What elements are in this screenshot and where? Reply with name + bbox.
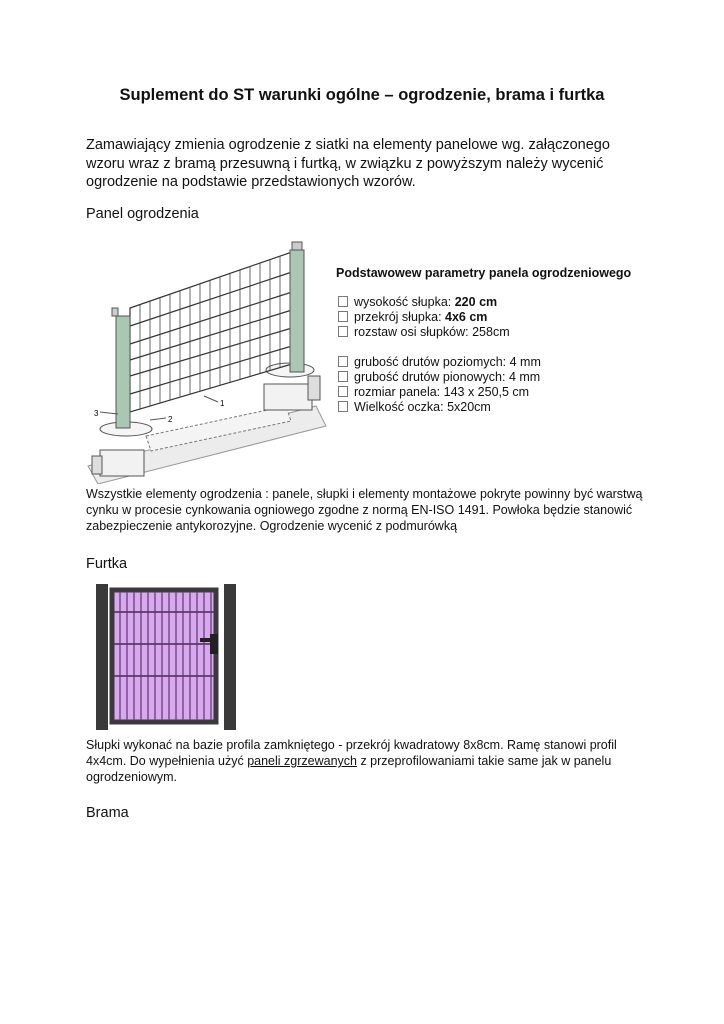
- panel-parameters: [336, 266, 636, 415]
- panel-note: Wszystkie elementy ogrodzenia : panele, słupki i elementy montażowe pokryte powinny być warstwą cynku w procesie cynkowania ogniowego zgodne z normą EN-ISO 1491. Powłoka będzie stanowić zabezpieczenie antykorozyjne. Ogrodzenie wycenić z podmurówką: [86, 487, 643, 533]
- param-item: grubość drutów poziomych: 4 mm: [336, 355, 636, 370]
- fence-panel-illustration: [86, 236, 330, 484]
- bullet-box-icon: [338, 386, 348, 397]
- intro-paragraph: Zamawiający zmienia ogrodzenie z siatki na elementy panelowe wg. załączonego wzoru wraz z bramą przesuwną i furtką, w związku z powyższym należy wycenić ogrodzenie na podstawie przedstawionych wzorów.: [86, 137, 610, 190]
- welded-panels-text: paneli zgrzewanych: [247, 754, 357, 768]
- panel-heading: Panel ogrodzenia: [86, 206, 199, 222]
- bullet-box-icon: [338, 371, 348, 382]
- furtka-note: Słupki wykonać na bazie profila zamkniętego - przekrój kwadratowy 8x8cm. Ramę stanowi profil 4x4cm. Do wypełnienia użyć paneli zgrzewanych z przeprofilowaniami takie same jak w panelu ogrodzeniowym.: [86, 738, 617, 784]
- callout-3: 3: [94, 409, 99, 418]
- callout-2: 2: [168, 415, 173, 424]
- gate-illustration: [92, 582, 240, 732]
- param-item: Wielkość oczka: 5x20cm: [336, 400, 636, 415]
- param-item: rozmiar panela: 143 x 250,5 cm: [336, 385, 636, 400]
- brama-heading: Brama: [86, 805, 129, 821]
- bullet-box-icon: [338, 311, 348, 322]
- callout-1: 1: [220, 399, 225, 408]
- bullet-box-icon: [338, 401, 348, 412]
- param-item: rozstaw osi słupków: 258cm: [336, 325, 636, 340]
- bullet-box-icon: [338, 296, 348, 307]
- param-item: grubość drutów pionowych: 4 mm: [336, 370, 636, 385]
- params-title: Podstawowew parametry panela ogrodzeniowego: [336, 266, 632, 280]
- param-item: przekrój słupka: 4x6 cm: [336, 310, 636, 325]
- page-title: Suplement do ST warunki ogólne – ogrodzenie, brama i furtka: [119, 86, 605, 104]
- bullet-box-icon: [338, 326, 348, 337]
- furtka-heading: Furtka: [86, 556, 128, 572]
- bullet-box-icon: [338, 356, 348, 367]
- param-item: wysokość słupka: 220 cm: [336, 295, 636, 310]
